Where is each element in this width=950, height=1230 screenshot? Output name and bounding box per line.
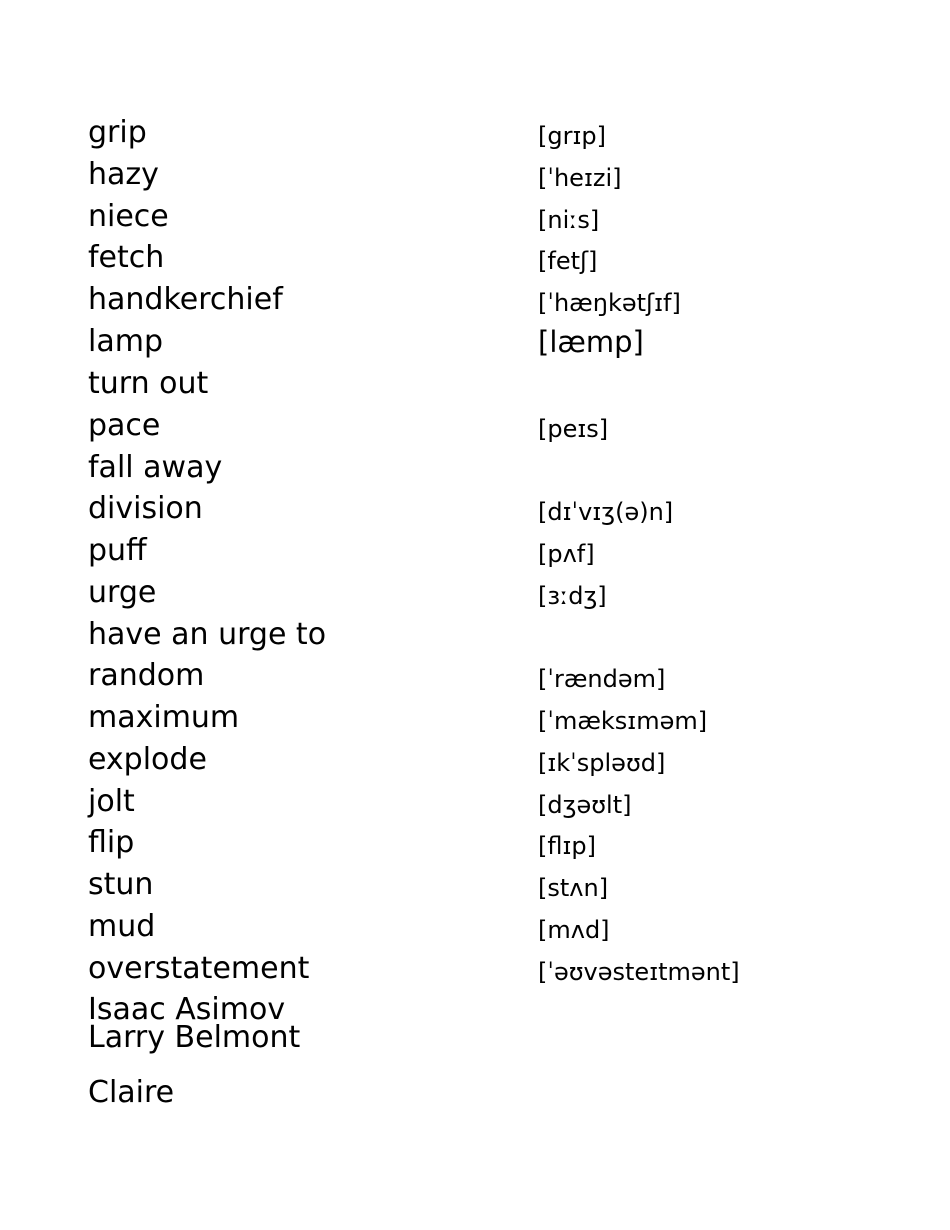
proper-name: Claire [88,1075,175,1110]
vocab-pronunciation: [dʒəʊlt] [538,791,632,819]
vocab-word: urge [88,575,157,610]
vocab-word: fall away [88,450,223,485]
vocab-pronunciation: [peɪs] [538,415,609,443]
vocab-word: pace [88,408,161,443]
vocab-word: lamp [88,324,163,359]
vocab-pronunciation: [pʌf] [538,540,595,568]
vocab-word: hazy [88,157,159,192]
vocab-word: stun [88,867,154,902]
vocab-word: puff [88,533,147,568]
vocab-word: division [88,491,203,526]
vocab-word: grip [88,115,147,150]
vocab-word: random [88,658,205,693]
vocab-pronunciation: [niːs] [538,206,600,234]
vocab-pronunciation: [stʌn] [538,874,609,902]
vocab-pronunciation: [ˈrændəm] [538,665,666,693]
vocab-word: overstatement [88,951,310,986]
vocab-pronunciation: [ɪkˈspləʊd] [538,749,666,777]
vocab-pronunciation: [læmp] [538,325,644,359]
vocab-word: mud [88,909,156,944]
vocab-word: niece [88,199,169,234]
vocab-pronunciation: [ˈmæksɪməm] [538,707,708,735]
vocab-pronunciation: [ˈəʊvəsteɪtmənt] [538,958,740,986]
vocab-word: have an urge to [88,617,327,652]
proper-name: Larry Belmont [88,1020,301,1055]
vocab-pronunciation: [fetʃ] [538,247,598,275]
vocab-pronunciation: [ˈheɪzi] [538,164,622,192]
vocab-word: explode [88,742,207,777]
vocab-word: jolt [88,784,135,819]
vocab-pronunciation: [flɪp] [538,832,596,860]
vocab-word: maximum [88,700,240,735]
vocab-pronunciation: [mʌd] [538,916,610,944]
vocab-pronunciation: [grɪp] [538,122,606,150]
vocab-pronunciation: [dɪˈvɪʒ(ə)n] [538,498,674,526]
vocab-word: fetch [88,240,165,275]
vocab-word: handkerchief [88,282,283,317]
proper-name: Isaac Asimov [88,992,286,1027]
vocab-pronunciation: [ɜːdʒ] [538,582,607,610]
vocab-word: turn out [88,366,209,401]
vocab-pronunciation: [ˈhæŋkətʃɪf] [538,289,681,317]
vocab-word: flip [88,825,135,860]
